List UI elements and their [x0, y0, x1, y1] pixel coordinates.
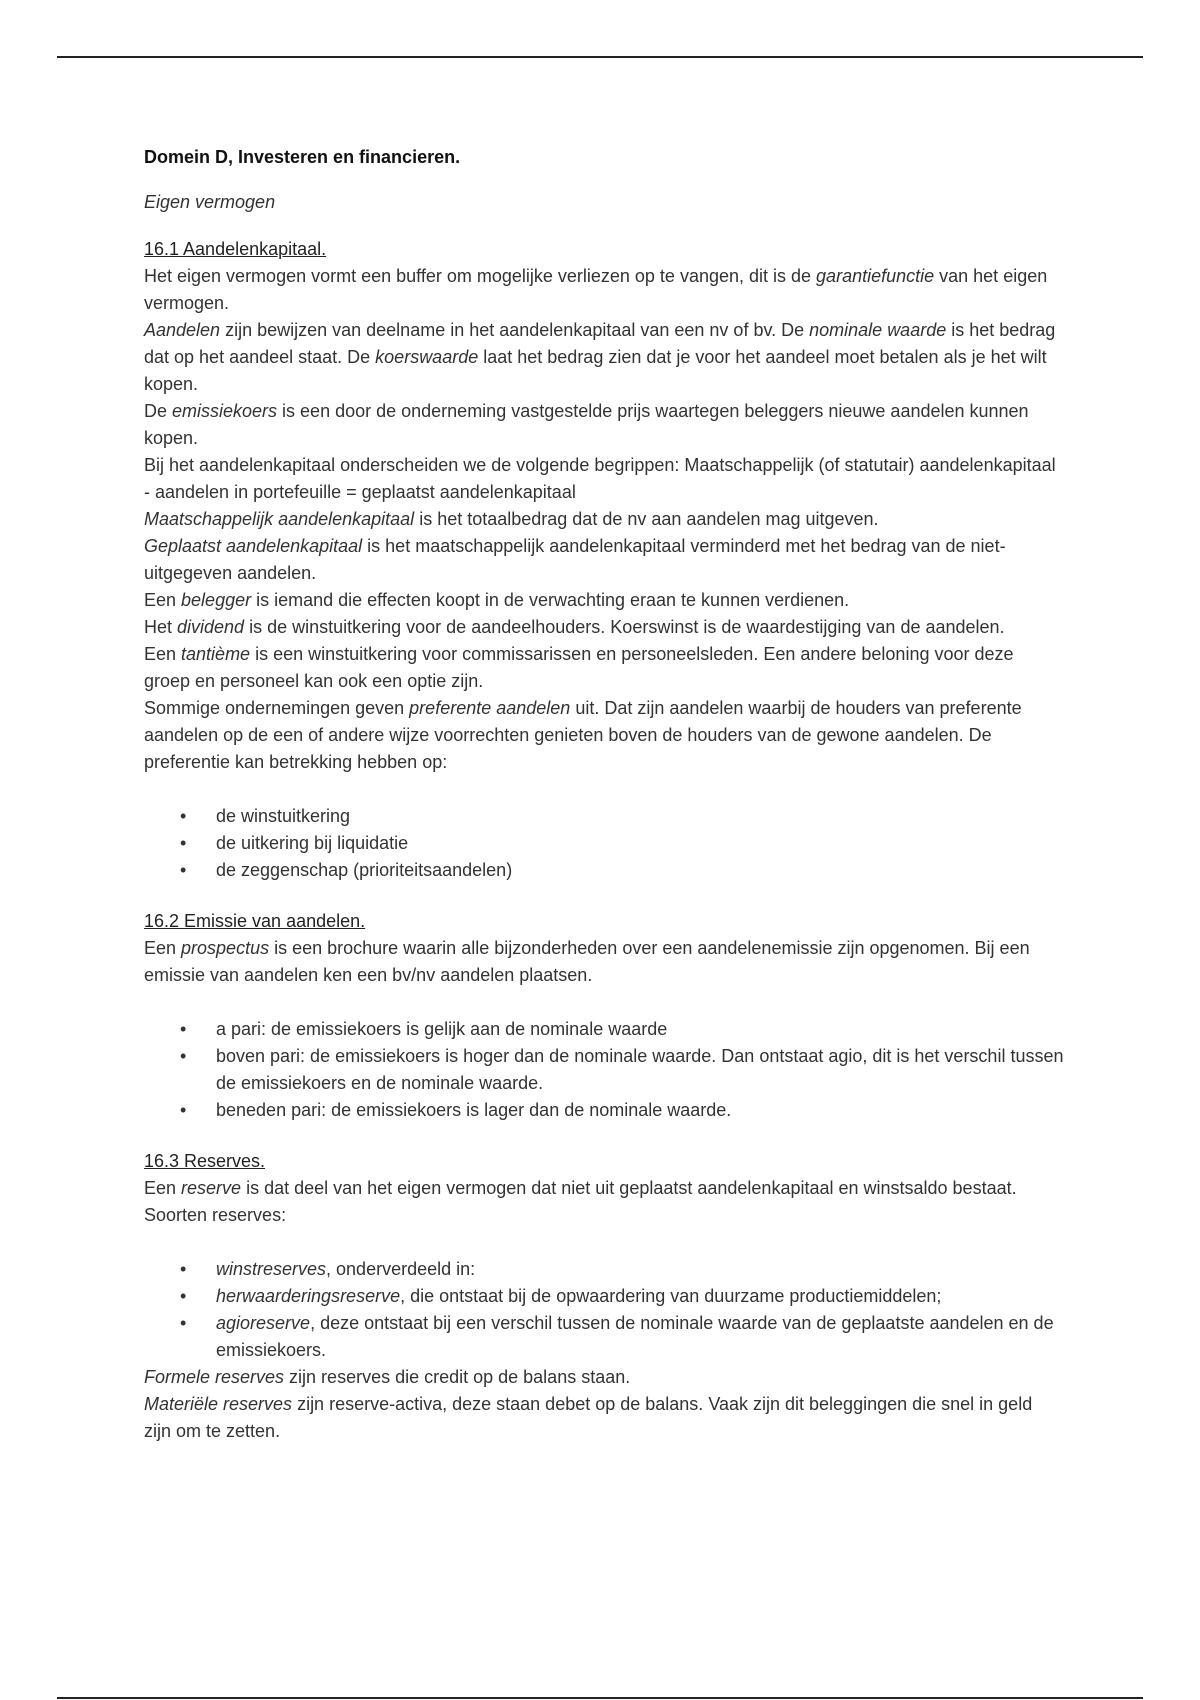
- document-body: [144, 144, 1064, 1445]
- list-item: • agioreserve, deze ontstaat bij een verschil tussen de nominale waarde van de geplaatste aandelen en de emissiekoers.: [144, 1310, 1064, 1364]
- footer-rule: [57, 1697, 1143, 1699]
- header-rule: [57, 56, 1143, 58]
- paragraph-emissiekoers: De emissiekoers is een door de onderneming vastgestelde prijs waartegen beleggers nieuwe aandelen kunnen kopen.: [144, 401, 1029, 448]
- paragraph-garantiefunctie: Het eigen vermogen vormt een buffer om mogelijke verliezen op te vangen, dit is de garantiefunctie van het eigen vermogen.: [144, 266, 1048, 313]
- list-item: • de winstuitkering: [144, 803, 1064, 830]
- document-subtitle: Eigen vermogen: [144, 192, 276, 212]
- paragraph-materiele-reserves: Materiële reserves zijn reserve-activa, deze staan debet op de balans. Vaak zijn dit beleggingen die snel in geld zijn om te zetten.: [144, 1394, 1033, 1441]
- list-item: • boven pari: de emissiekoers is hoger dan de nominale waarde. Dan ontstaat agio, dit is het verschil tussen de emissiekoers en de nominale waarde.: [144, 1043, 1064, 1097]
- paragraph-prospectus: Een prospectus is een brochure waarin alle bijzonderheden over een aandelenemissie zijn opgenomen. Bij een emissie van aandelen ken een bv/nv aandelen plaatsen.: [144, 938, 1030, 985]
- list-item: • herwaarderingsreserve, die ontstaat bij de opwaardering van duurzame productiemiddelen;: [144, 1283, 1064, 1310]
- paragraph-formele-reserves: Formele reserves zijn reserves die credit op de balans staan.: [144, 1367, 631, 1387]
- list-item: • a pari: de emissiekoers is gelijk aan de nominale waarde: [144, 1016, 1064, 1043]
- section-heading-16-1: 16.1 Aandelenkapitaal.: [144, 239, 327, 259]
- paragraph-soorten-reserves: Soorten reserves:: [144, 1205, 287, 1225]
- section-heading-16-3: 16.3 Reserves.: [144, 1151, 266, 1171]
- list-item: • de uitkering bij liquidatie: [144, 830, 1064, 857]
- reserves-list: [144, 1256, 1064, 1364]
- paragraph-aandelen: Aandelen zijn bewijzen van deelname in het aandelenkapitaal van een nv of bv. De nominale waarde is het bedrag dat op het aandeel staat. De koerswaarde laat het bedrag zien dat je voor het aandeel moet betalen als je het wilt kopen.: [144, 320, 1056, 394]
- paragraph-belegger: Een belegger is iemand die effecten koopt in de verwachting eraan te kunnen verdienen.: [144, 590, 850, 610]
- list-item: • winstreserves, onderverdeeld in:: [144, 1256, 1064, 1283]
- paragraph-geplaatst: Geplaatst aandelenkapitaal is het maatschappelijk aandelenkapitaal verminderd met het bedrag van de niet-uitgegeven aandelen.: [144, 536, 1006, 583]
- paragraph-maatschappelijk: Maatschappelijk aandelenkapitaal is het totaalbedrag dat de nv aan aandelen mag uitgeven.: [144, 509, 879, 529]
- section-heading-16-2: 16.2 Emissie van aandelen.: [144, 911, 366, 931]
- document-title: Domein D, Investeren en financieren.: [144, 147, 461, 167]
- paragraph-begrippen: Bij het aandelenkapitaal onderscheiden we de volgende begrippen: Maatschappelijk (of statutair) aandelenkapitaal - aandelen in portefeuille = geplaatst aandelenkapitaal: [144, 455, 1056, 502]
- paragraph-preferente-aandelen: Sommige ondernemingen geven preferente aandelen uit. Dat zijn aandelen waarbij de houders van preferente aandelen op de een of andere wijze voorrechten genieten boven de houders van de gewone aandelen. De preferentie kan betrekking hebben op:: [144, 698, 1022, 772]
- paragraph-reserve: Een reserve is dat deel van het eigen vermogen dat niet uit geplaatst aandelenkapitaal en winstsaldo bestaat.: [144, 1178, 1017, 1198]
- list-item: • de zeggenschap (prioriteitsaandelen): [144, 857, 1064, 884]
- preferentie-list: [144, 803, 1064, 884]
- paragraph-dividend: Het dividend is de winstuitkering voor de aandeelhouders. Koerswinst is de waardestijging van de aandelen.: [144, 617, 1005, 637]
- emissie-list: [144, 1016, 1064, 1124]
- paragraph-tantieme: Een tantième is een winstuitkering voor commissarissen en personeelsleden. Een andere beloning voor deze groep en personeel kan ook een optie zijn.: [144, 644, 1014, 691]
- list-item: • beneden pari: de emissiekoers is lager dan de nominale waarde.: [144, 1097, 1064, 1124]
